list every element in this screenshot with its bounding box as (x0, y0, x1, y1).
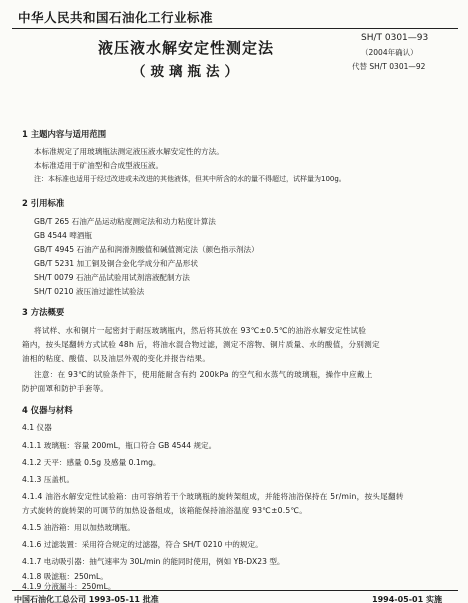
document-title: 液压液水解安定性测定法 (98, 39, 275, 57)
body-note: 注：本标准也适用于经过改进或未改进的其他液体，但其中所含的水的量不得超过，试样量为100g。 (34, 175, 346, 183)
body-paragraph-cont: 油相的粘度、酸值、以及油层外观的变化并报告结果。 (22, 354, 211, 363)
reference-item: GB/T 4945 石油产品和润滑剂酸值和碱值测定法（颜色指示剂法） (34, 245, 259, 254)
body-paragraph: 将试样、水和铜片一起密封于耐压玻璃瓶内，然后将其放在 93℃±0.5℃的油浴水解安定性试验 (34, 326, 367, 335)
caution-paragraph-cont: 防护面罩和防护手套等。 (22, 384, 109, 393)
clause-item: 4.1.6 过滤装置：采用符合规定的过滤器，符合 SH/T 0210 中的规定。 (22, 540, 263, 549)
document-subtitle: （玻璃瓶法） (132, 64, 243, 80)
reference-item: SH/T 0079 石油产品试验用试剂溶液配制方法 (34, 273, 190, 282)
reference-item: GB 4544 啤酒瓶 (34, 231, 93, 240)
body-paragraph: 本标准规定了用玻璃瓶法测定液压液水解安定性的方法。 (34, 147, 224, 156)
header-rule (12, 28, 458, 29)
clause-item: 4.1.7 电动吸引器：抽气速率为 30L/min 的能同时使用，例如 YB-DX23 型。 (22, 557, 285, 566)
section-heading: 2 引用标准 (22, 198, 65, 208)
reference-item: SH/T 0210 液压油过滤性试验法 (34, 287, 145, 296)
clause-item: 4.1.1 玻璃瓶：容量 200mL，瓶口符合 GB 4544 规定。 (22, 441, 217, 450)
section-heading: 3 方法概要 (22, 307, 65, 317)
body-paragraph: 本标准适用于矿油型和合成型液压液。 (34, 161, 164, 170)
clause-item: 4.1.5 油浴箱：用以加热玻璃瓶。 (22, 523, 135, 532)
clause-item: 4.1.9 分液漏斗：250mL。 (22, 582, 116, 591)
approval-note: 中国石油化工总公司 1993-05-11 批准 (14, 595, 159, 603)
clause-item: 4.1.3 压盖机。 (22, 475, 75, 484)
clause-item: 4.1.8 吸滤瓶：250mL。 (22, 572, 108, 581)
caution-paragraph: 注意：在 93℃的试验条件下，使用能耐含有约 200kPa 的空气和水蒸气的玻璃瓶，操作中应戴上 (34, 370, 373, 379)
section-heading: 1 主题内容与适用范围 (22, 129, 107, 139)
replaces-note: 代替 SH/T 0301—92 (352, 62, 426, 71)
footer-rule (12, 590, 458, 591)
reference-item: GB/T 265 石油产品运动粘度测定法和动力粘度计算法 (34, 217, 216, 226)
clause-item: 4.1.4 油浴水解安定性试验箱：由可容纳若干个玻璃瓶的旋转架组成，并能将油浴保持在 5r/min，按头尾翻转 (22, 492, 404, 501)
section-heading: 4 仪器与材料 (22, 405, 73, 415)
clause-item: 4.1 仪器 (22, 423, 52, 432)
clause-item-cont: 方式旋转的旋转架的可调节的加热设备组成，该箱能保持油浴温度 93℃±0.5℃。 (22, 506, 308, 515)
confirmation-note: （2004年确认） (361, 48, 418, 57)
standard-code: SH/T 0301—93 (361, 33, 429, 43)
implementation-date: 1994-05-01 实施 (372, 595, 442, 603)
standard-body-title: 中华人民共和国石油化工行业标准 (18, 10, 214, 25)
body-paragraph-cont: 箱内，按头尾翻转方式试验 48h 后，将油水混合物过滤，测定不溶物、铜片质量、水的酸值，分别测定 (22, 340, 380, 349)
clause-item: 4.1.2 天平：感量 0.5g 及感量 0.1mg。 (22, 458, 161, 467)
reference-item: GB/T 5231 加工铜及铜合金化学成分和产品形状 (34, 259, 198, 268)
